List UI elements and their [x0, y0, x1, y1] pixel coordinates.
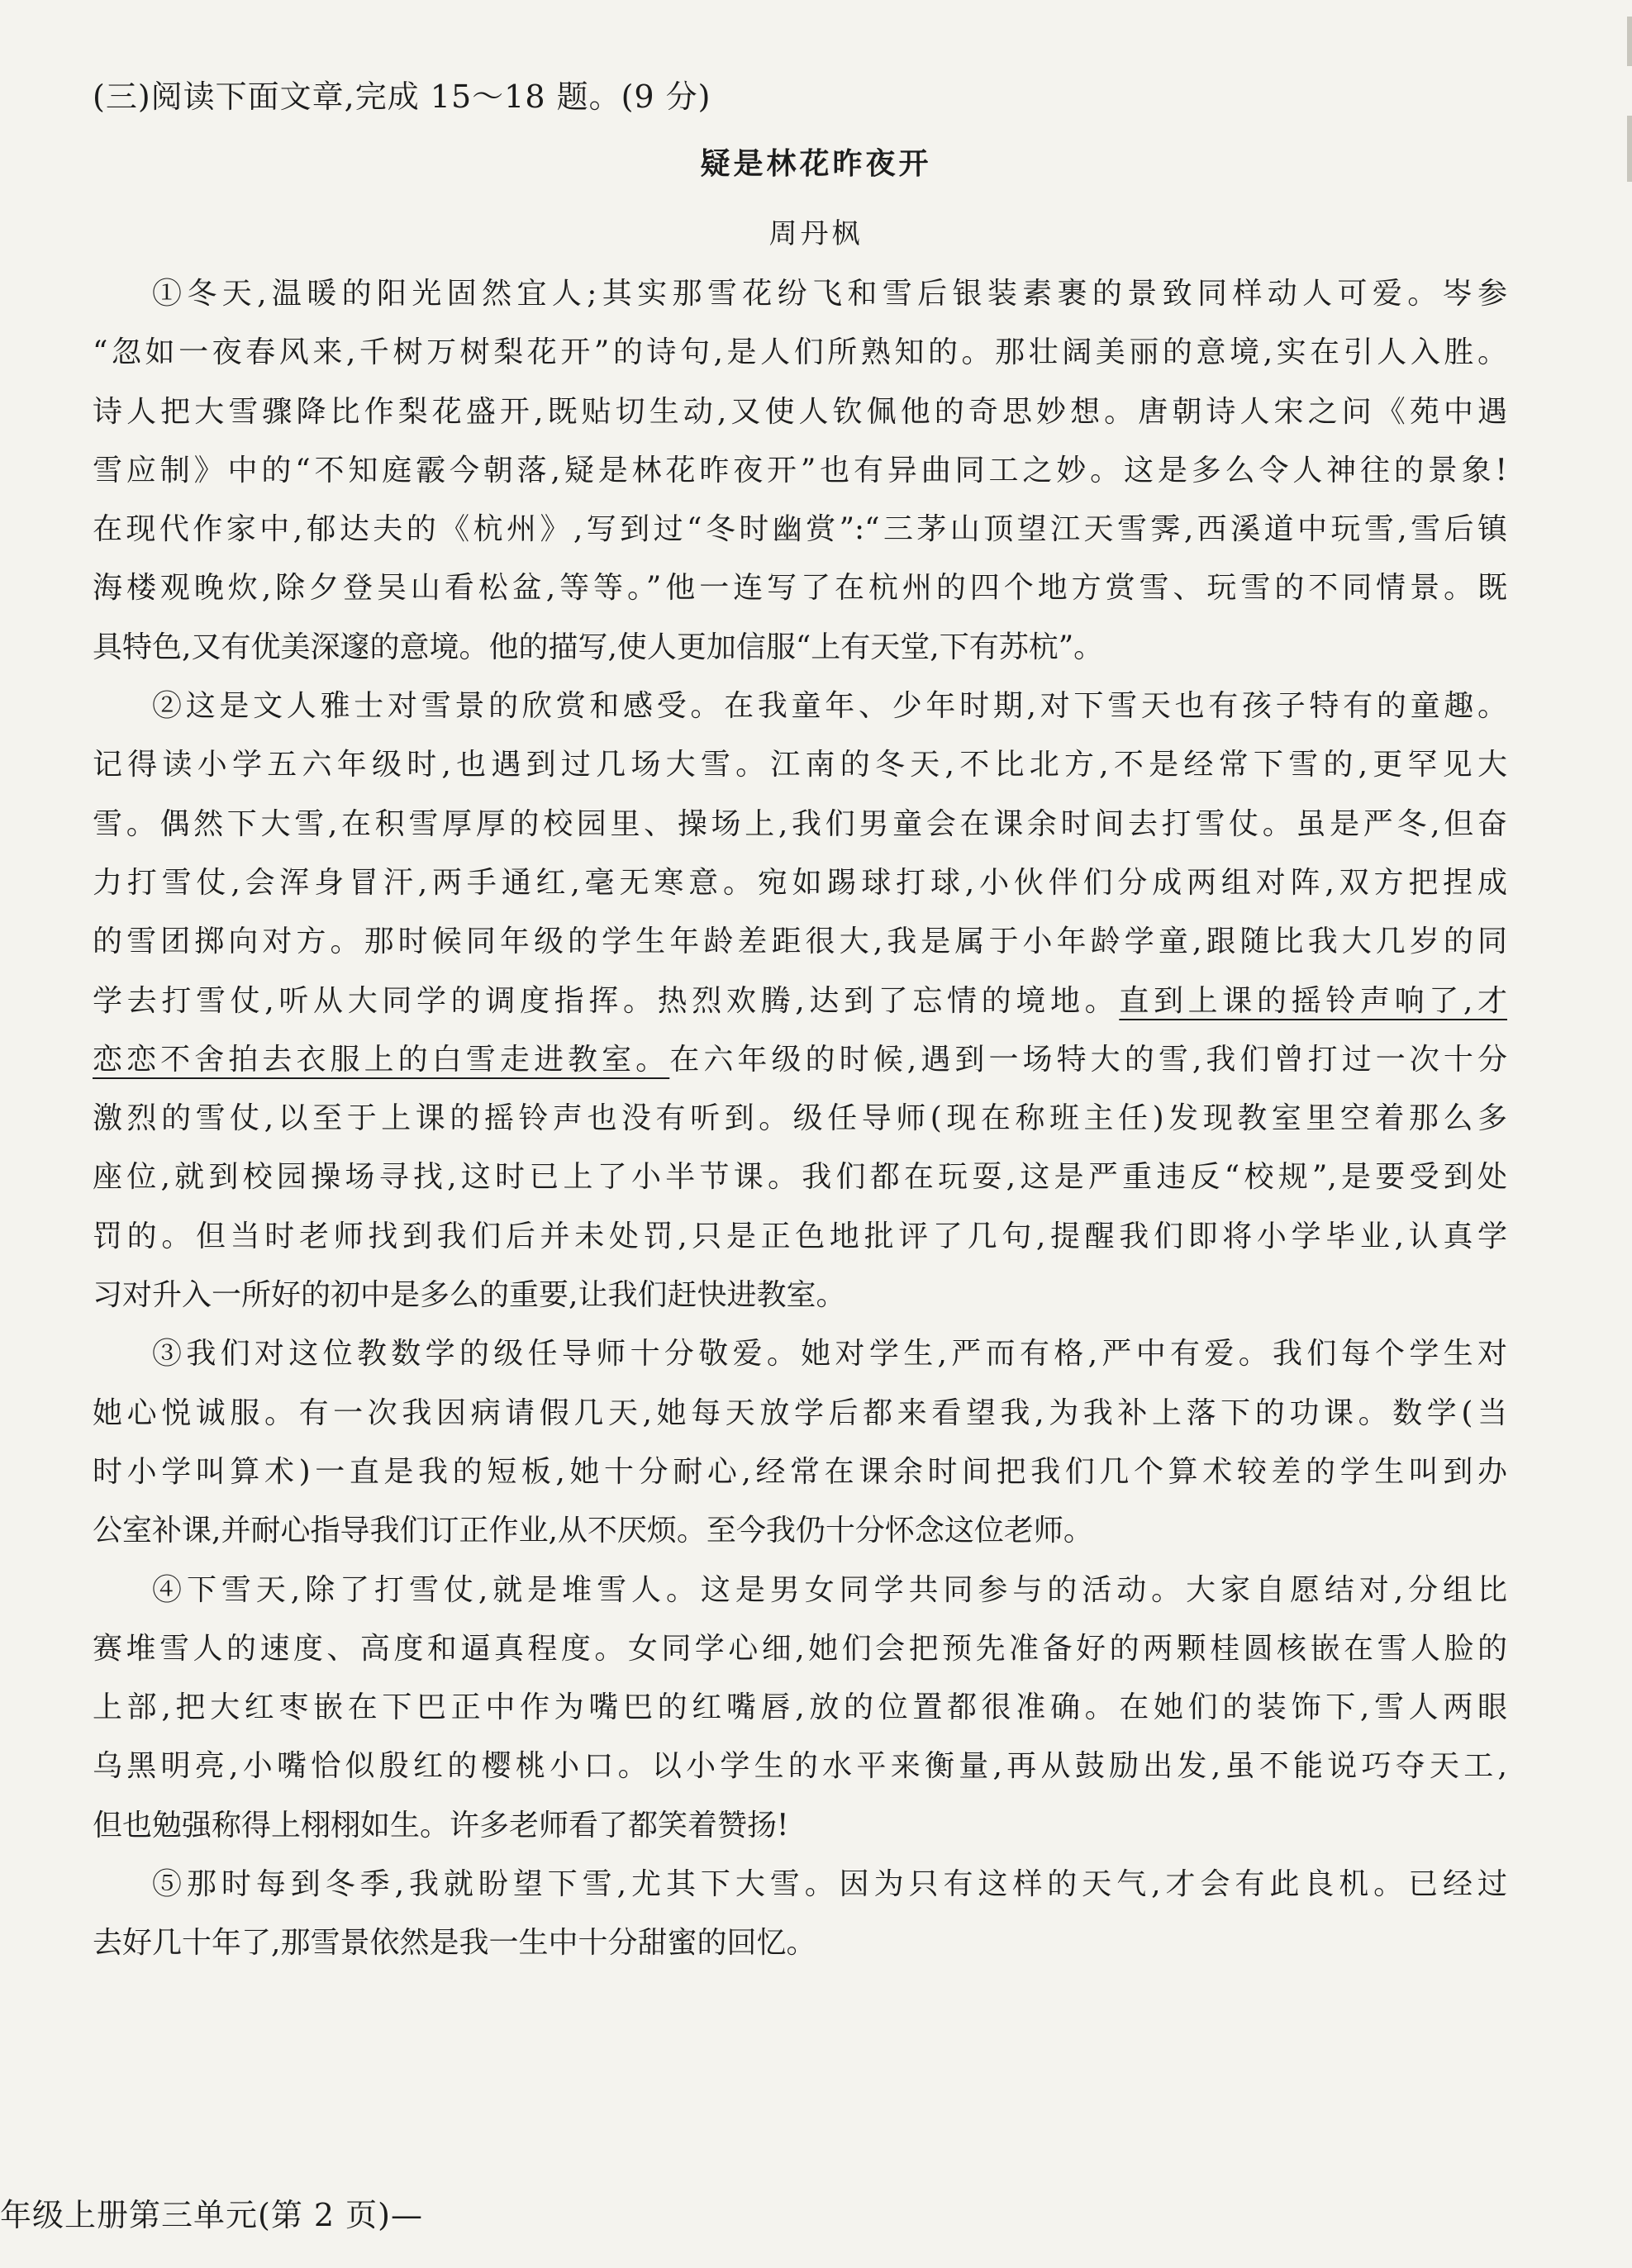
text-line-with-underline: [93, 972, 1507, 1030]
text-segment: 在六年级的时候,遇到一场特大的雪,我们曾打过一次十分: [669, 1042, 1507, 1077]
binding-edge-mark: [1627, 17, 1632, 66]
text-line: 但也勉强称得上栩栩如生。许多老师看了都笑着赞扬!: [93, 1808, 789, 1842]
text-line: 罚的。但当时老师找到我们后并未处罚,只是正色地批评了几句,提醒我们即将小学毕业,认真学: [93, 1219, 1507, 1253]
text-line: ③我们对这位教数学的级任导师十分敬爱。她对学生,严而有格,严中有爱。我们每个学生对: [152, 1337, 1507, 1372]
text-line: 时小学叫算术)一直是我的短板,她十分耐心,经常在课余时间把我们几个算术较差的学生叫到办: [93, 1454, 1507, 1489]
text-line: 赛堆雪人的速度、高度和逼真程度。女同学心细,她们会把预先准备好的两颗桂圆核嵌在雪人脸的: [93, 1631, 1507, 1666]
text-line: “忽如一夜春风来,千树万树梨花开”的诗句,是人们所熟知的。那壮阔美丽的意境,实在引人入胜。: [93, 335, 1507, 370]
text-line: 在现代作家中,郁达夫的《杭州》,写到过“冬时幽赏”:“三茅山顶望江天雪霁,西溪道中玩雪,雪后镇: [93, 512, 1507, 547]
article-title: 疑是林花昨夜开: [700, 147, 932, 181]
text-line: 乌黑明亮,小嘴恰似殷红的樱桃小口。以小学生的水平来衡量,再从鼓励出发,虽不能说巧夺天工,: [93, 1749, 1507, 1784]
underlined-sentence: 直到上课的摇铃声响了,才: [1119, 983, 1507, 1018]
text-line: 公室补课,并耐心指导我们订正作业,从不厌烦。至今我仍十分怀念这位老师。: [93, 1514, 1093, 1548]
article-body: [93, 264, 1507, 1973]
text-line: ②这是文人雅士对雪景的欣赏和感受。在我童年、少年时期,对下雪天也有孩子特有的童趣。: [152, 689, 1507, 724]
text-line: 上部,把大红枣嵌在下巴正中作为嘴巴的红嘴唇,放的位置都很准确。在她们的装饰下,雪人两眼: [93, 1690, 1507, 1725]
text-line: 去好几十年了,那雪景依然是我一生中十分甜蜜的回忆。: [93, 1926, 816, 1961]
text-line: 记得读小学五六年级时,也遇到过几场大雪。江南的冬天,不比北方,不是经常下雪的,更罕见大: [93, 748, 1507, 782]
text-line: 具特色,又有优美深邃的意境。他的描写,使人更加信服“上有天堂,下有苏杭”。: [93, 630, 1104, 664]
text-line: 习对升入一所好的初中是多么的重要,让我们赶快进教室。: [93, 1278, 846, 1313]
text-line: 诗人把大雪骤降比作梨花盛开,既贴切生动,又使人钦佩他的奇思妙想。唐朝诗人宋之问《苑中遇: [93, 394, 1507, 429]
underlined-sentence: 恋恋不舍拍去衣服上的白雪走进教室。: [93, 1042, 670, 1077]
text-line: 座位,就到校园操场寻找,这时已上了小半节课。我们都在玩耍,这是严重违反“校规”,是要受到处: [93, 1160, 1507, 1195]
text-line: 激烈的雪仗,以至于上课的摇铃声也没有听到。级任导师(现在称班主任)发现教室里空着那么多: [93, 1101, 1507, 1136]
article-author: 周丹枫: [768, 217, 864, 250]
text-line-with-underline: [93, 1030, 1507, 1089]
text-line: 雪应制》中的“不知庭霰今朝落,疑是林花昨夜开”也有异曲同工之妙。这是多么令人神往的景象!: [93, 453, 1507, 487]
text-line: 力打雪仗,会浑身冒汗,两手通红,毫无寒意。宛如踢球打球,小伙伴们分成两组对阵,双方把捏成: [93, 865, 1507, 900]
page-footer: 年级上册第三单元(第 2 页)—: [0, 2197, 423, 2233]
text-line: 海楼观晚炊,除夕登吴山看松盆,等等。”他一连写了在杭州的四个地方赏雪、玩雪的不同情景。既: [93, 571, 1507, 606]
text-segment: 学去打雪仗,听从大同学的调度指挥。热烈欢腾,达到了忘情的境地。: [93, 983, 1120, 1018]
text-line: 的雪团掷向对方。那时候同年级的学生年龄差距很大,我是属于小年龄学童,跟随比我大几岁的同: [93, 925, 1507, 959]
text-line: 她心悦诚服。有一次我因病请假几天,她每天放学后都来看望我,为我补上落下的功课。数学(当: [93, 1396, 1507, 1430]
text-line: ⑤那时每到冬季,我就盼望下雪,尤其下大雪。因为只有这样的天气,才会有此良机。已经过: [152, 1867, 1507, 1902]
text-line: ①冬天,温暖的阳光固然宜人;其实那雪花纷飞和雪后银装素裹的景致同样动人可爱。岑参: [152, 277, 1507, 311]
text-line: ④下雪天,除了打雪仗,就是堆雪人。这是男女同学共同参与的活动。大家自愿结对,分组比: [152, 1572, 1507, 1607]
text-line: 雪。偶然下大雪,在积雪厚厚的校园里、操场上,我们男童会在课余时间去打雪仗。虽是严冬,但奋: [93, 806, 1507, 841]
section-header: (三)阅读下面文章,完成 15～18 题。(9 分): [93, 78, 711, 115]
